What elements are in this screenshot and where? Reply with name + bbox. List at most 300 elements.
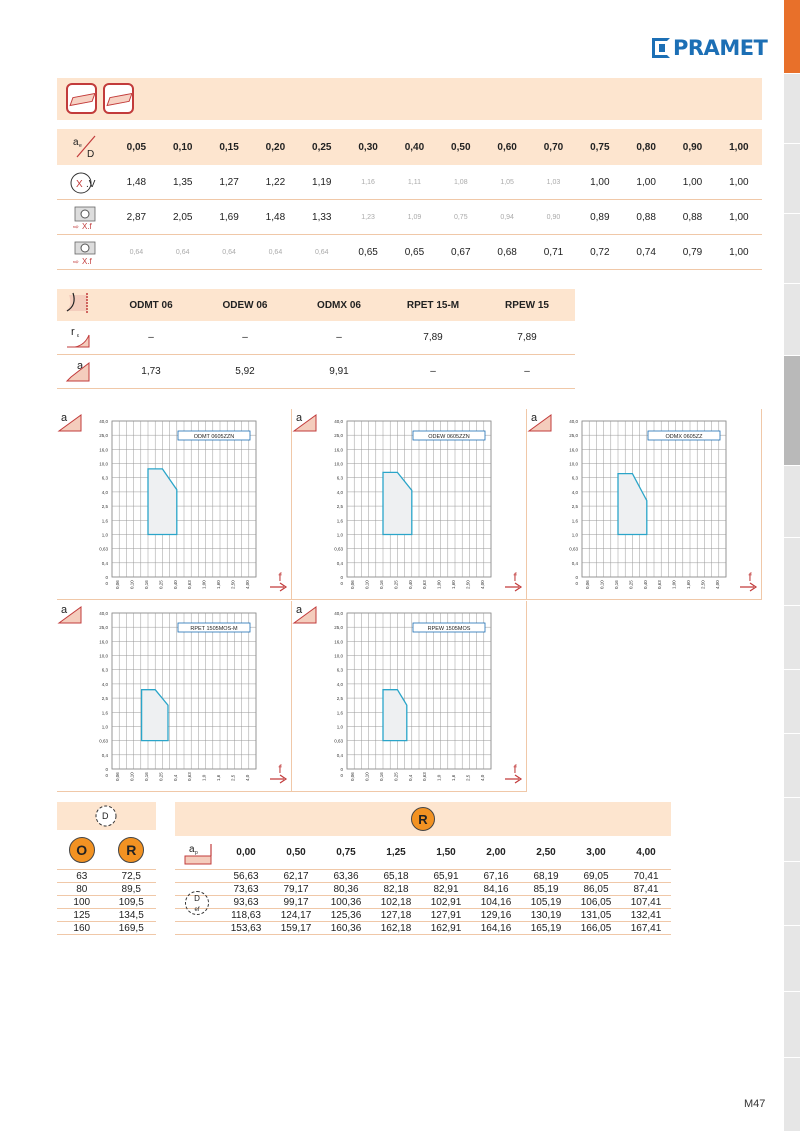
header-cell: ODMT 06 <box>129 299 173 311</box>
table-header-row <box>175 836 671 870</box>
y-tick-label: 25,0 <box>99 625 108 631</box>
value-cell: 63 <box>76 871 88 882</box>
value-cell: 1,00 <box>590 176 610 188</box>
value-cell: 0,68 <box>497 246 517 258</box>
value-cell: 1,69 <box>219 211 239 223</box>
value-cell: 132,41 <box>630 910 662 921</box>
y-axis-symbol: a <box>61 412 68 424</box>
x-tick-label: 0,40 <box>172 580 178 589</box>
y-tick-label: 16,0 <box>99 447 108 453</box>
header-cell: 0,60 <box>497 141 517 153</box>
value-cell: 164,16 <box>480 923 512 934</box>
svg-text:.V: .V <box>86 179 96 190</box>
y-tick-label: 25,0 <box>334 433 343 439</box>
value-cell: 1,73 <box>141 366 161 377</box>
x-tick-label: 2,50 <box>230 580 236 589</box>
x-origin-label: 0 <box>340 581 343 586</box>
x-tick-label: 0,16 <box>379 772 384 781</box>
insert-shape-icon <box>57 289 104 321</box>
table-row <box>57 355 575 389</box>
y-tick-label: 16,0 <box>569 447 578 453</box>
y-tick-label: 0,4 <box>336 752 343 758</box>
chapter-tab <box>784 284 800 356</box>
y-tick-label: 6,3 <box>336 667 343 673</box>
x-tick-label: 0,40 <box>642 580 648 589</box>
value-cell: 62,17 <box>283 871 309 882</box>
svg-text:ε: ε <box>77 333 80 339</box>
feed-factor-icon <box>57 200 113 234</box>
svg-text:⇨: ⇨ <box>73 224 79 230</box>
x-tick-label: 1,60 <box>451 580 456 589</box>
y-tick-label: 40,0 <box>569 419 578 424</box>
corner-radius-symbol <box>63 325 95 350</box>
x-tick-label: 1,0 <box>201 774 207 781</box>
value-cell: 0,67 <box>451 246 471 258</box>
y-axis-symbol: a <box>531 412 538 424</box>
value-cell: 80 <box>76 884 88 895</box>
table-header-row <box>57 129 762 165</box>
y-axis-symbol: a <box>296 412 303 424</box>
x-tick-label: 0,25 <box>158 772 164 781</box>
chapter-tab <box>784 670 800 734</box>
y-tick-label: 16,0 <box>334 639 343 645</box>
value-cell: 65,91 <box>433 871 459 882</box>
value-cell: 160 <box>73 923 91 934</box>
table-row <box>57 922 156 935</box>
y-tick-label: 1,0 <box>101 532 108 538</box>
svg-text:r: r <box>71 326 75 338</box>
svg-text:a: a <box>73 137 79 148</box>
table-row <box>57 909 156 922</box>
value-cell: 0,94 <box>500 213 514 221</box>
x-tick-label: 1,6 <box>451 774 456 781</box>
feed-arrow-icon <box>270 775 286 783</box>
value-cell: 169,5 <box>118 923 144 934</box>
value-cell: 0,90 <box>546 213 561 221</box>
x-tick-label: 4,0 <box>479 774 485 781</box>
value-cell: 0,75 <box>453 213 468 221</box>
value-cell: 56,63 <box>233 871 259 882</box>
value-cell: 127,91 <box>430 910 462 921</box>
y-tick-label: 0,4 <box>571 560 578 566</box>
value-cell: 5,92 <box>235 366 255 377</box>
chart-panel <box>57 601 292 792</box>
value-cell: 0,65 <box>358 246 378 258</box>
x-tick-label: 0,25 <box>393 772 399 781</box>
svg-text:a: a <box>189 844 195 855</box>
x-tick-label: 0,10 <box>364 580 370 589</box>
feed-arrow-icon <box>505 583 521 591</box>
svg-text:X: X <box>76 179 83 190</box>
value-cell: 1,11 <box>407 178 421 186</box>
value-cell: 1,05 <box>500 178 514 186</box>
header-cell: 0,30 <box>358 141 378 153</box>
y-tick-label: 0,4 <box>101 752 108 758</box>
chart-panel <box>527 409 762 600</box>
chart-svg <box>57 601 292 792</box>
chart-svg <box>292 601 527 792</box>
value-cell: 99,17 <box>283 897 309 908</box>
y-tick-label: 6,3 <box>101 475 108 481</box>
insert-shape-symbol <box>63 291 95 316</box>
x-tick-label: 0,25 <box>393 580 399 589</box>
value-cell: 63,36 <box>333 871 359 882</box>
chapter-tab <box>784 1058 800 1132</box>
svg-text:X.f: X.f <box>82 222 92 230</box>
table-row <box>175 896 671 909</box>
x-tick-label: 0,4 <box>172 774 178 781</box>
effective-diameter-table <box>175 802 671 935</box>
y-tick-label: 4,0 <box>571 489 578 495</box>
correction-factor-table <box>57 129 762 270</box>
value-cell: 0,89 <box>590 211 610 223</box>
header-cell: 2,00 <box>486 847 506 858</box>
y-tick-label: 2,5 <box>571 504 578 510</box>
header-cell: 0,25 <box>312 141 332 153</box>
x-tick-label: 1,6 <box>216 774 221 781</box>
x-tick-label: 0,4 <box>407 774 413 781</box>
pramet-logo-icon <box>652 38 670 58</box>
x-tick-label: 0,25 <box>158 580 164 589</box>
value-cell: – <box>148 332 154 343</box>
value-cell: 69,05 <box>583 871 609 882</box>
y-tick-label: 16,0 <box>334 447 343 453</box>
effective-diameter-header <box>175 802 671 836</box>
insert-o-badge: O <box>69 837 95 863</box>
x-tick-label: 4,0 <box>244 774 250 781</box>
table-row <box>57 883 156 896</box>
x-tick-label: 2,50 <box>700 580 706 589</box>
value-cell: 7,89 <box>517 332 537 343</box>
chapter-tab <box>784 466 800 538</box>
header-cell: 1,25 <box>386 847 406 858</box>
header-cell: 0,15 <box>219 141 239 153</box>
value-cell: 107,41 <box>630 897 662 908</box>
chapter-tab <box>784 74 800 144</box>
value-cell: 165,19 <box>530 923 562 934</box>
feed-depth-chart-grid <box>57 409 762 792</box>
value-cell: 160,36 <box>330 923 362 934</box>
value-cell: 9,91 <box>329 366 349 377</box>
insert-label: ODEW 0605ZZN <box>428 434 470 440</box>
value-cell: 87,41 <box>633 884 659 895</box>
y-tick-label: 0 <box>105 767 108 772</box>
y-tick-label: 6,3 <box>101 667 108 673</box>
value-cell: 131,05 <box>580 910 612 921</box>
x-tick-label: 0,63 <box>422 580 428 589</box>
value-cell: 82,91 <box>433 884 459 895</box>
insert-label: RPEW 1505MOS <box>427 626 471 632</box>
x-tick-label: 0,10 <box>599 580 605 589</box>
insert-r-badge: R <box>411 807 435 831</box>
chapter-tab <box>784 144 800 214</box>
chapter-tab-strip <box>784 0 800 1132</box>
value-cell: 102,18 <box>380 897 412 908</box>
header-cell: 0,90 <box>682 141 703 153</box>
value-cell: 0,72 <box>590 246 610 258</box>
value-cell: 0,64 <box>175 248 190 256</box>
x-tick-label: 0,40 <box>407 580 413 589</box>
value-cell: 124,17 <box>280 910 312 921</box>
value-cell: 1,03 <box>546 178 561 186</box>
effective-diameter-symbol: D <box>194 894 200 903</box>
value-cell: 65,18 <box>383 871 409 882</box>
header-cell: 1,00 <box>729 141 749 153</box>
value-cell: 159,17 <box>280 923 312 934</box>
value-cell: 1,27 <box>219 176 239 188</box>
y-tick-label: 10,0 <box>569 461 578 467</box>
svg-text:a: a <box>77 360 84 372</box>
y-tick-label: 40,0 <box>99 419 108 424</box>
y-tick-label: 1,6 <box>101 518 108 524</box>
svg-text:D: D <box>87 149 95 159</box>
y-tick-label: 0 <box>575 575 578 580</box>
value-cell: 1,35 <box>172 176 193 188</box>
table-row <box>175 922 671 935</box>
feed-factor-round-icon-symbol <box>69 240 101 265</box>
chapter-tab <box>784 862 800 926</box>
y-tick-label: 2,5 <box>336 696 343 702</box>
value-cell: 79,17 <box>283 884 309 895</box>
y-tick-label: 1,0 <box>571 532 578 538</box>
y-tick-label: 10,0 <box>334 653 343 659</box>
svg-text:p: p <box>195 850 198 856</box>
y-tick-label: 25,0 <box>334 625 343 631</box>
x-tick-label: 0,63 <box>187 580 193 589</box>
x-tick-label: 1,00 <box>671 580 677 589</box>
x-origin-label: 0 <box>105 581 108 586</box>
header-cell: ODEW 06 <box>222 299 268 311</box>
x-tick-label: 0,16 <box>614 580 619 589</box>
value-cell: 89,5 <box>121 884 141 895</box>
insert-type-header <box>57 830 156 870</box>
value-cell: 73,63 <box>233 884 259 895</box>
value-cell: 102,91 <box>430 897 462 908</box>
value-cell: 1,19 <box>312 176 332 188</box>
value-cell: 162,91 <box>430 923 462 934</box>
value-cell: 82,18 <box>383 884 409 895</box>
value-cell: 72,5 <box>121 871 141 882</box>
x-tick-label: 4,00 <box>244 580 250 589</box>
header-cell: RPEW 15 <box>505 299 549 311</box>
depth-of-cut-icon <box>57 355 104 388</box>
insert-label: RPET 1505MOS-M <box>190 626 238 632</box>
x-tick-label: 0,16 <box>144 580 149 589</box>
value-cell: 106,05 <box>580 897 612 908</box>
value-cell: 0,74 <box>636 246 656 258</box>
insert-parameter-table <box>57 289 575 389</box>
depth-of-cut-icon <box>175 836 221 869</box>
table-row <box>57 896 156 909</box>
value-cell: 67,16 <box>483 871 509 882</box>
chapter-tab <box>784 992 800 1058</box>
y-tick-label: 0,4 <box>336 560 343 566</box>
y-tick-label: 25,0 <box>99 433 108 439</box>
y-tick-label: 0,63 <box>334 546 343 552</box>
value-cell: 1,09 <box>407 213 422 221</box>
y-tick-label: 1,0 <box>336 532 343 538</box>
value-cell: 1,00 <box>636 176 656 188</box>
ae-d-ratio-symbol <box>69 134 101 159</box>
value-cell: 86,05 <box>583 884 609 895</box>
chapter-tab <box>784 926 800 992</box>
x-origin-label: 0 <box>340 773 343 778</box>
milling-insert-alt-icon <box>103 83 134 114</box>
x-origin-label: 0 <box>575 581 578 586</box>
x-axis-symbol: f <box>748 570 752 584</box>
diameter-symbol: D <box>102 811 109 821</box>
page-number: M47 <box>744 1098 766 1110</box>
value-cell: 167,41 <box>630 923 662 934</box>
chart-svg <box>57 409 292 600</box>
y-tick-label: 10,0 <box>334 461 343 467</box>
table-row <box>57 870 156 883</box>
pramet-logo <box>652 37 767 59</box>
x-origin-label: 0 <box>105 773 108 778</box>
value-cell: 125 <box>73 910 91 921</box>
x-axis-symbol: f <box>513 762 517 776</box>
value-cell: 162,18 <box>380 923 412 934</box>
value-cell: 130,19 <box>530 910 562 921</box>
x-axis-symbol: f <box>278 570 282 584</box>
x-tick-label: 0,16 <box>144 772 149 781</box>
feed-arrow-icon <box>270 583 286 591</box>
x-tick-label: 1,60 <box>216 580 221 589</box>
y-tick-label: 4,0 <box>101 489 108 495</box>
x-tick-label: 0,06 <box>115 772 121 781</box>
value-cell: 1,00 <box>729 176 749 188</box>
effective-diameter-subscript: ef <box>194 907 200 913</box>
ap-symbol <box>183 840 215 865</box>
value-cell: 1,22 <box>265 176 286 188</box>
value-cell: 2,05 <box>172 211 193 223</box>
y-tick-label: 40,0 <box>334 611 343 616</box>
value-cell: 7,89 <box>423 332 443 343</box>
milling-insert-icon <box>66 83 97 114</box>
y-tick-label: 10,0 <box>99 461 108 467</box>
value-cell: 1,00 <box>682 176 703 188</box>
value-cell: 153,63 <box>230 923 262 934</box>
section-header-band <box>57 78 762 120</box>
feed-factor-icon-symbol <box>69 205 101 230</box>
value-cell: 1,48 <box>265 211 286 223</box>
y-tick-label: 0 <box>340 767 343 772</box>
header-cell: 2,50 <box>536 847 556 858</box>
diameter-table <box>57 802 156 935</box>
value-cell: 1,00 <box>729 246 749 258</box>
y-tick-label: 40,0 <box>334 419 343 424</box>
value-cell: 100 <box>73 897 91 908</box>
chapter-tab-active <box>784 0 800 74</box>
header-cell: 0,70 <box>543 141 564 153</box>
header-cell: 0,50 <box>451 141 471 153</box>
insert-label: ODMT 0605ZZN <box>193 434 235 440</box>
value-cell: 129,16 <box>480 910 512 921</box>
value-cell: – <box>430 366 436 377</box>
value-cell: 1,48 <box>126 176 147 188</box>
chapter-tab <box>784 538 800 606</box>
header-cell: 0,75 <box>590 141 610 153</box>
value-cell: 0,64 <box>268 248 283 256</box>
y-tick-label: 4,0 <box>336 489 343 495</box>
x-tick-label: 1,00 <box>201 580 207 589</box>
x-tick-label: 2,5 <box>465 774 471 781</box>
y-tick-label: 1,0 <box>101 724 108 730</box>
y-axis-symbol: a <box>296 604 303 616</box>
x-tick-label: 0,06 <box>350 580 356 589</box>
header-cell: 0,10 <box>172 141 193 153</box>
x-tick-label: 1,00 <box>436 580 442 589</box>
y-tick-label: 25,0 <box>569 433 578 439</box>
table-header-row <box>57 289 575 321</box>
table-row <box>175 909 671 922</box>
row-label <box>175 870 221 883</box>
header-cell: 3,00 <box>586 847 606 858</box>
y-axis-symbol: a <box>61 604 68 616</box>
y-tick-label: 0,63 <box>569 546 578 552</box>
value-cell: 100,36 <box>330 897 362 908</box>
header-cell: 4,00 <box>636 847 656 858</box>
value-cell: 68,19 <box>533 871 559 882</box>
insert-r-badge: R <box>118 837 144 863</box>
chart-panel <box>292 601 527 792</box>
x-tick-label: 0,06 <box>115 580 121 589</box>
row-label <box>175 922 221 935</box>
header-cell: 0,40 <box>404 141 425 153</box>
x-tick-label: 1,60 <box>686 580 691 589</box>
x-tick-label: 0,06 <box>585 580 591 589</box>
table-row <box>175 883 671 896</box>
table-row <box>57 165 762 200</box>
chapter-tab-current <box>784 356 800 466</box>
x-tick-label: 0,10 <box>364 772 370 781</box>
value-cell: 93,63 <box>233 897 259 908</box>
table-row <box>57 235 762 270</box>
y-tick-label: 0 <box>340 575 343 580</box>
svg-text:X.f: X.f <box>82 257 92 265</box>
y-tick-label: 16,0 <box>99 639 108 645</box>
y-tick-label: 0,63 <box>99 546 108 552</box>
table-row <box>57 321 575 355</box>
x-tick-label: 0,63 <box>187 772 193 781</box>
value-cell: 125,36 <box>330 910 362 921</box>
value-cell: 0,71 <box>543 246 564 258</box>
chapter-tab <box>784 798 800 862</box>
svg-text:⇨: ⇨ <box>73 259 79 265</box>
y-tick-label: 2,5 <box>101 696 108 702</box>
value-cell: 1,00 <box>729 211 749 223</box>
header-cell: ODMX 06 <box>317 299 361 311</box>
value-cell: 85,19 <box>533 884 559 895</box>
header-cell: 0,75 <box>336 847 356 858</box>
value-cell: 1,08 <box>453 178 468 186</box>
header-cell: 0,80 <box>636 141 656 153</box>
brand-name: PRAMET <box>673 36 768 60</box>
y-tick-label: 2,5 <box>336 504 343 510</box>
x-tick-label: 2,50 <box>465 580 471 589</box>
x-tick-label: 0,10 <box>129 772 135 781</box>
value-cell: 0,64 <box>314 248 329 256</box>
x-tick-label: 4,00 <box>479 580 485 589</box>
value-cell: 105,19 <box>530 897 562 908</box>
y-tick-label: 1,0 <box>336 724 343 730</box>
x-tick-label: 0,25 <box>628 580 634 589</box>
header-cell: 0,05 <box>126 141 147 153</box>
value-cell: – <box>242 332 248 343</box>
y-tick-label: 0,4 <box>101 560 108 566</box>
x-tick-label: 0,06 <box>350 772 356 781</box>
value-cell: 104,16 <box>480 897 512 908</box>
